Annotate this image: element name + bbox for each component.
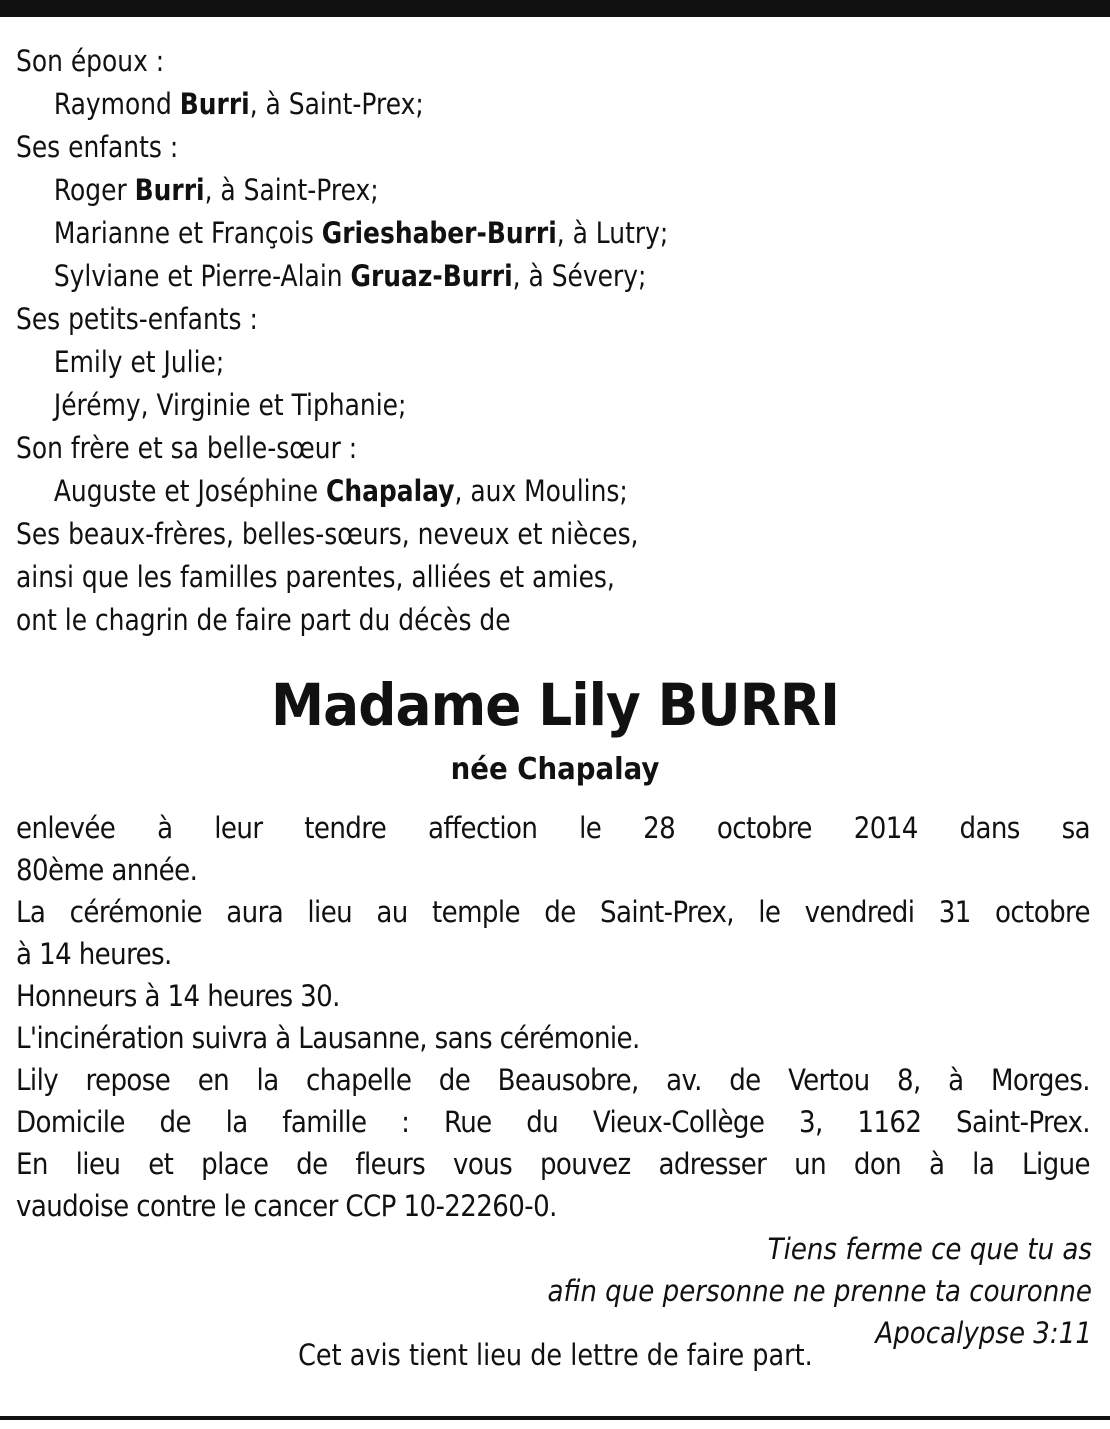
bottom-rule [0, 1416, 1110, 1420]
family-label-line [16, 427, 940, 470]
text-fragment: ont le chagrin de faire part du décès de [16, 603, 511, 637]
footer-note [0, 1334, 1110, 1376]
family-member-line [16, 470, 940, 513]
body-line: Honneurs à 14 heures 30. [16, 979, 340, 1013]
quote-reference: Apocalypse 3:11 [875, 1316, 1092, 1350]
text-fragment: , à Lutry; [556, 216, 669, 250]
family-label-line [16, 40, 940, 83]
body-line: Lily repose en la chapelle de Beausobre, av. de Vertou 8, à Morges. [16, 1063, 1090, 1097]
family-label-line [16, 513, 940, 556]
body-line: à 14 heures. [16, 937, 172, 971]
birth-name: née Chapalay [450, 752, 660, 787]
family-member-line [16, 384, 940, 427]
text-fragment: Marianne et François [53, 216, 322, 250]
text-fragment: Son époux : [16, 44, 165, 78]
surname: Grieshaber-Burri [321, 216, 557, 250]
text-fragment: , aux Moulins; [454, 474, 628, 508]
body-line: L'incinération suivra à Lausanne, sans cérémonie. [16, 1021, 640, 1055]
body-line: enlevée à leur tendre affection le 28 octobre 2014 dans sa [16, 811, 1090, 845]
text-fragment: Ses petits-enfants : [16, 302, 258, 336]
text-fragment: Roger [53, 173, 135, 207]
text-fragment: Raymond [53, 87, 180, 121]
text-fragment: Emily et Julie; [53, 345, 225, 379]
text-fragment: , à Saint-Prex; [204, 173, 379, 207]
text-fragment: Son frère et sa belle-sœur : [16, 431, 358, 465]
family-member-line [16, 169, 940, 212]
family-label-line [16, 298, 940, 341]
surname: Chapalay [326, 474, 455, 508]
text-fragment: Ses beaux-frères, belles-sœurs, neveux et nièces, [16, 517, 639, 551]
family-member-line [16, 341, 940, 384]
surname: Gruaz-Burri [350, 259, 513, 293]
body-line: vaudoise contre le cancer CCP 10-22260-0. [16, 1189, 557, 1223]
surname: Burri [134, 173, 205, 207]
text-fragment: Ses enfants : [16, 130, 179, 164]
body-line: La cérémonie aura lieu au temple de Saint-Prex, le vendredi 31 octobre [16, 895, 1090, 929]
deceased-name: Madame Lily BURRI [270, 671, 840, 739]
text-fragment: Jérémy, Virginie et Tiphanie; [53, 388, 407, 422]
family-label-line [16, 556, 940, 599]
text-fragment: , à Sévery; [512, 259, 647, 293]
quote-line-1: Tiens ferme ce que tu as [767, 1232, 1092, 1266]
body-line: En lieu et place de fleurs vous pouvez adresser un don à la Ligue [16, 1147, 1090, 1181]
family-label-line [16, 599, 940, 642]
family-member-line [16, 212, 940, 255]
family-list [16, 40, 1090, 642]
text-fragment: Auguste et Joséphine [53, 474, 327, 508]
body-line: 80ème année. [16, 853, 198, 887]
family-label-line [16, 126, 940, 169]
surname: Burri [179, 87, 250, 121]
announcement-body [16, 807, 1090, 1227]
family-member-line [16, 83, 940, 126]
text-fragment: , à Saint-Prex; [249, 87, 424, 121]
text-fragment: Sylviane et Pierre-Alain [53, 259, 351, 293]
text-fragment: ainsi que les familles parentes, alliées et amies, [16, 560, 615, 594]
footer-text: Cet avis tient lieu de lettre de faire part. [297, 1338, 813, 1372]
body-line: Domicile de la famille : Rue du Vieux-Collège 3, 1162 Saint-Prex. [16, 1105, 1090, 1139]
quote-line-2: afin que personne ne prenne ta couronne [547, 1274, 1092, 1308]
top-rule [0, 0, 1110, 17]
family-member-line [16, 255, 940, 298]
